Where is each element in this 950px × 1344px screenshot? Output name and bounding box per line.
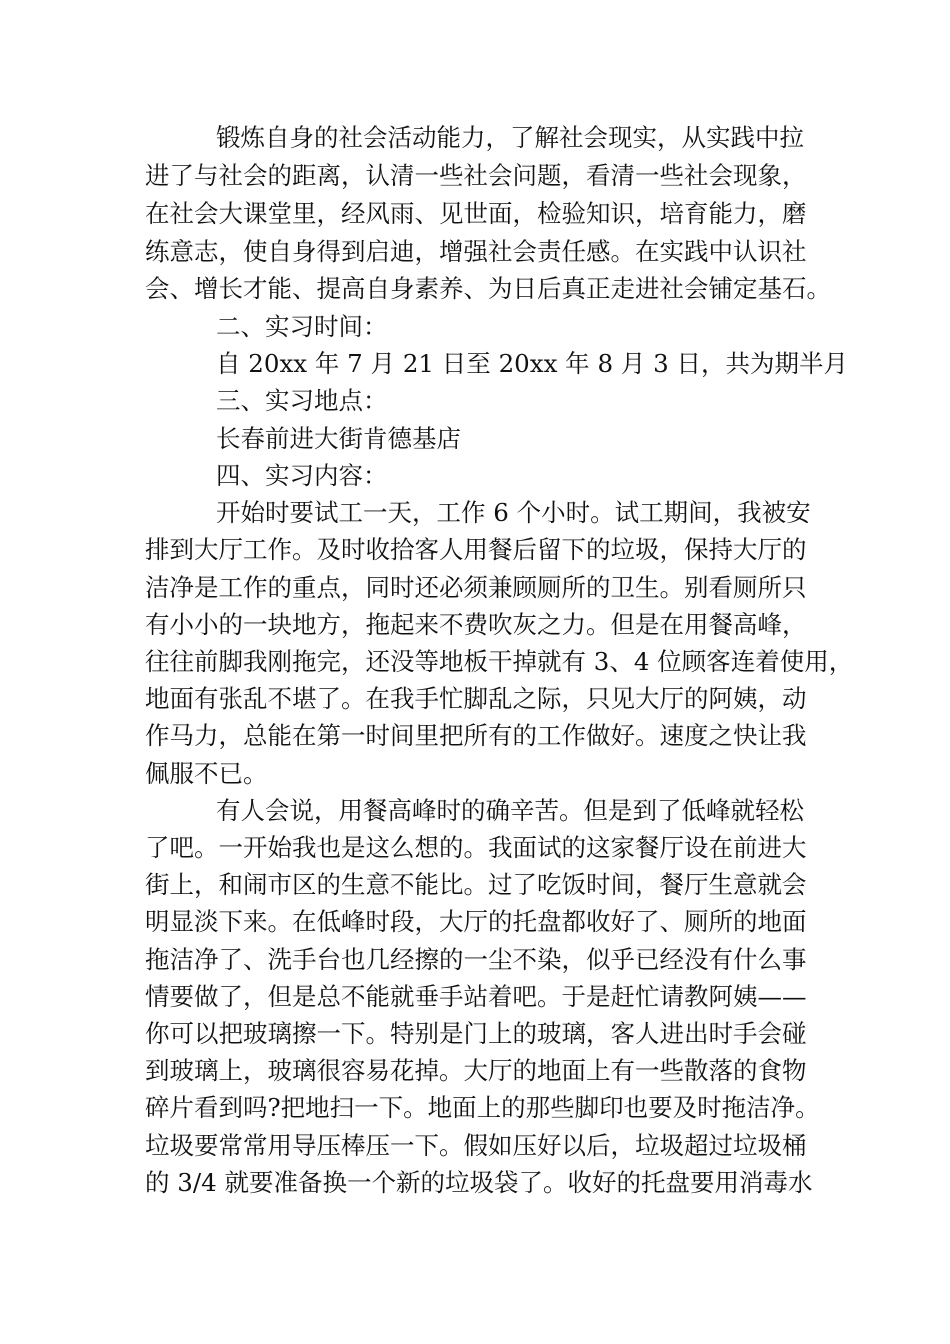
paragraph-3-line-9: 碎片看到吗?把地扫一下。地面上的那些脚印也要及时拖洁净。 — [145, 1093, 820, 1122]
paragraph-3-line-3: 街上，和闹市区的生意不能比。过了吃饭时间，餐厅生意就会 — [145, 870, 807, 899]
paragraph-3-line-5: 拖洁净了、洗手台也几经擦的一尘不染，似乎已经没有什么事 — [145, 945, 807, 974]
paragraph-3-line-8: 到玻璃上，玻璃很容易花掉。大厅的地面上有一些散落的食物 — [145, 1056, 807, 1085]
paragraph-1-line-2: 进了与社会的距离，认清一些社会问题，看清一些社会现象， — [145, 161, 807, 190]
paragraph-2-line-2: 排到大厅工作。及时收拾客人用餐后留下的垃圾，保持大厅的 — [145, 535, 807, 564]
paragraph-3-line-2: 了吧。一开始我也是这么想的。我面试的这家餐厅设在前进大 — [145, 833, 807, 862]
internship-time-detail: 自 20xx 年 7 月 21 日至 20xx 年 8 月 3 日，共为期半月 — [216, 349, 849, 378]
paragraph-3-line-1: 有人会说，用餐高峰时的确辛苦。但是到了低峰就轻松 — [216, 796, 804, 825]
paragraph-3-line-4: 明显淡下来。在低峰时段，大厅的托盘都收好了、厕所的地面 — [145, 907, 807, 936]
paragraph-3-line-6: 情要做了，但是总不能就垂手站着吧。于是赶忙请教阿姨—— — [145, 982, 807, 1011]
paragraph-2-line-4: 有小小的一块地方，拖起来不费吹灰之力。但是在用餐高峰， — [145, 610, 807, 639]
paragraph-1-line-1: 锻炼自身的社会活动能力，了解社会现实，从实践中拉 — [216, 123, 804, 152]
paragraph-1-line-4: 练意志，使自身得到启迪，增强社会责任感。在实践中认识社 — [145, 237, 807, 266]
paragraph-3-line-11: 的 3/4 就要准备换一个新的垃圾袋了。收好的托盘要用消毒水 — [145, 1168, 813, 1197]
paragraph-2-line-5: 往往前脚我刚拖完，还没等地板干掉就有 3、4 位顾客连着使用， — [145, 647, 854, 676]
paragraph-2-line-8: 佩服不已。 — [145, 759, 268, 788]
paragraph-3-line-10: 垃圾要常常用导压棒压一下。假如压好以后，垃圾超过垃圾桶 — [145, 1131, 807, 1160]
paragraph-3-line-7: 你可以把玻璃擦一下。特别是门上的玻璃，客人进出时手会碰 — [145, 1019, 807, 1048]
paragraph-2-line-6: 地面有张乱不堪了。在我手忙脚乱之际，只见大厅的阿姨，动 — [145, 684, 807, 713]
internship-place-detail: 长春前进大街肯德基店 — [216, 424, 461, 453]
paragraph-1-line-5: 会、增长才能、提高自身素养、为日后真正走进社会铺定基石。 — [145, 274, 831, 303]
paragraph-1-line-3: 在社会大课堂里，经风雨、见世面，检验知识，培育能力，磨 — [145, 199, 807, 228]
heading-internship-place: 三、实习地点： — [216, 386, 388, 415]
paragraph-2-line-7: 作马力，总能在第一时间里把所有的工作做好。速度之快让我 — [145, 721, 807, 750]
paragraph-2-line-3: 洁净是工作的重点，同时还必须兼顾厕所的卫生。别看厕所只 — [145, 573, 807, 602]
heading-internship-content: 四、实习内容： — [216, 461, 388, 490]
paragraph-2-line-1: 开始时要试工一天，工作 6 个小时。试工期间，我被安 — [216, 498, 811, 527]
heading-internship-time: 二、实习时间： — [216, 312, 388, 341]
